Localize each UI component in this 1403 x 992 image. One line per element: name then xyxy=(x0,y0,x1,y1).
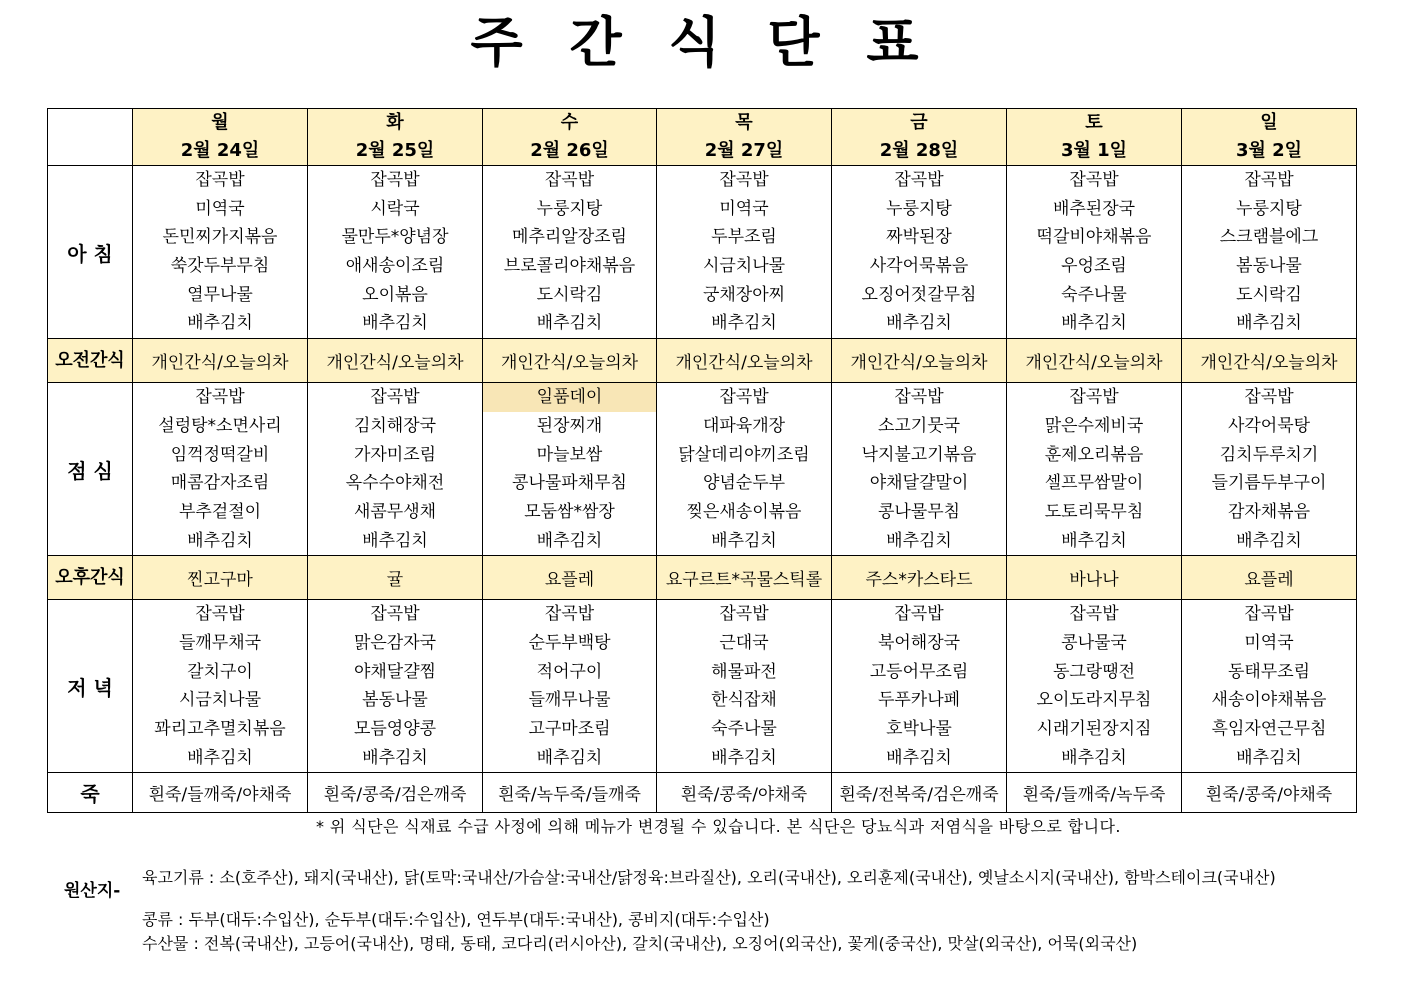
menu-item: 배추김치 xyxy=(1236,747,1302,768)
menu-item: 시금치나물 xyxy=(178,690,262,711)
menu-item: 부추겉절이 xyxy=(178,501,262,522)
page-title: 주 간 식 단 표 xyxy=(470,11,933,74)
menu-cell xyxy=(657,166,832,339)
day-of-week: 일 xyxy=(1260,112,1278,133)
menu-item: 흑임자연근무침 xyxy=(1211,719,1327,739)
menu-item: 배추김치 xyxy=(362,313,428,334)
menu-item: 배추된장국 xyxy=(1052,198,1136,219)
snack-cell: 개인간식/오늘의차 xyxy=(483,339,657,383)
day-of-week: 수 xyxy=(560,112,579,133)
snack-cell: 찐고구마 xyxy=(133,556,308,600)
lunch-row xyxy=(48,383,1357,556)
menu-item: 된장찌개 xyxy=(536,415,603,436)
day-header xyxy=(133,109,308,166)
menu-cell xyxy=(1007,383,1182,556)
menu-item: 들깨무나물 xyxy=(528,690,611,711)
menu-item: 잡곡밥 xyxy=(719,604,769,625)
menu-item: 김치두루치기 xyxy=(1219,444,1319,465)
menu-item: 한식잡채 xyxy=(711,690,777,711)
menu-item: 가자미조림 xyxy=(353,444,437,465)
menu-item: 야채달걀말이 xyxy=(869,473,969,494)
menu-item: 모둠쌈*쌈장 xyxy=(524,501,615,522)
menu-item: 잡곡밥 xyxy=(894,604,944,625)
dinner-row xyxy=(48,600,1357,773)
day-of-week: 월 xyxy=(211,112,229,133)
menu-item: 봄동나물 xyxy=(1236,256,1302,277)
menu-item: 짜박된장 xyxy=(886,227,952,248)
day-of-week: 화 xyxy=(386,112,404,133)
am-snack-row xyxy=(48,339,1357,383)
porridge-cell: 흰죽/들깨죽/녹두죽 xyxy=(1007,773,1182,813)
day-header xyxy=(483,109,657,166)
menu-item: 들기름두부구이 xyxy=(1211,473,1327,494)
day-date: 3월 2일 xyxy=(1235,140,1303,161)
menu-item: 대파육개장 xyxy=(702,415,786,436)
menu-cell xyxy=(657,383,832,556)
menu-item: 설렁탕*소면사리 xyxy=(158,415,282,436)
menu-item: 시금치나물 xyxy=(702,256,786,277)
pm-snack-row xyxy=(48,556,1357,600)
menu-item: 잡곡밥 xyxy=(544,170,595,190)
menu-item: 잡곡밥 xyxy=(370,170,420,190)
menu-item: 물만두*양념장 xyxy=(341,227,449,248)
menu-cell xyxy=(308,383,483,556)
snack-cell: 개인간식/오늘의차 xyxy=(308,339,483,383)
menu-item: 잡곡밥 xyxy=(195,170,245,190)
menu-cell xyxy=(832,383,1007,556)
menu-item: 미역국 xyxy=(1244,632,1294,653)
menu-item: 맑은감자국 xyxy=(353,632,437,653)
porridge-cell: 흰죽/콩죽/야채죽 xyxy=(657,773,832,813)
menu-item: 도시락김 xyxy=(1236,284,1302,305)
menu-item: 애새송이조림 xyxy=(345,256,445,277)
menu-item: 배추김치 xyxy=(711,313,777,334)
menu-item: 잡곡밥 xyxy=(719,387,769,408)
menu-item: 새송이야채볶음 xyxy=(1211,690,1327,711)
menu-cell xyxy=(308,600,483,773)
origin-label: 원산지- xyxy=(64,881,121,901)
day-header xyxy=(1182,109,1357,166)
menu-item: 새콤무생채 xyxy=(353,501,437,522)
menu-item: 고등어무조림 xyxy=(869,661,969,682)
menu-cell xyxy=(308,166,483,339)
menu-item: 훈제오리볶음 xyxy=(1044,444,1144,465)
snack-cell: 요구르트*곡물스틱롤 xyxy=(657,556,832,600)
weekly-menu-table xyxy=(47,108,1357,813)
day-header xyxy=(657,109,832,166)
menu-cell xyxy=(483,600,657,773)
menu-item: 잡곡밥 xyxy=(719,170,769,190)
snack-cell: 요플레 xyxy=(483,556,657,600)
menu-item: 우엉조림 xyxy=(1061,256,1127,277)
menu-item: 미역국 xyxy=(719,198,769,219)
menu-item: 숙주나물 xyxy=(711,719,777,739)
menu-item: 낙지불고기볶음 xyxy=(861,444,977,465)
menu-item: 닭살데리야끼조림 xyxy=(678,444,810,465)
menu-cell xyxy=(1182,383,1357,556)
menu-item: 일품데이 xyxy=(483,383,656,412)
menu-item: 순두부백탕 xyxy=(528,632,611,653)
menu-cell xyxy=(657,600,832,773)
menu-item: 양념순두부 xyxy=(702,473,786,494)
porridge-row xyxy=(48,773,1357,813)
snack-cell: 개인간식/오늘의차 xyxy=(657,339,832,383)
menu-item: 미역국 xyxy=(195,198,245,219)
menu-item: 배추김치 xyxy=(187,747,253,768)
menu-item: 시락국 xyxy=(370,198,420,219)
day-date: 3월 1일 xyxy=(1060,140,1128,161)
menu-item: 매콤감자조림 xyxy=(170,473,270,494)
menu-item: 잡곡밥 xyxy=(1069,387,1119,408)
menu-item: 잡곡밥 xyxy=(894,387,944,408)
meal-label: 점 심 xyxy=(48,383,133,556)
menu-item: 해물파전 xyxy=(711,661,777,682)
menu-cell xyxy=(832,600,1007,773)
menu-item: 오징어젓갈무침 xyxy=(861,284,977,305)
menu-item: 잡곡밥 xyxy=(1244,387,1294,408)
menu-item: 동태무조림 xyxy=(1227,661,1311,682)
menu-item: 배추김치 xyxy=(1061,530,1127,551)
menu-item: 두푸카나페 xyxy=(877,690,961,711)
menu-item: 사각어묵탕 xyxy=(1227,415,1311,436)
menu-item: 배추김치 xyxy=(536,747,603,768)
menu-item: 오이도라지무침 xyxy=(1036,690,1152,711)
menu-item: 임꺽정떡갈비 xyxy=(170,444,270,465)
menu-item: 도토리묵무침 xyxy=(1044,501,1144,522)
menu-item: 잡곡밥 xyxy=(195,387,245,408)
menu-item: 잡곡밥 xyxy=(894,170,944,190)
porridge-cell: 흰죽/들깨죽/야채죽 xyxy=(133,773,308,813)
menu-item: 갈치구이 xyxy=(187,661,253,682)
menu-cell xyxy=(133,600,308,773)
menu-item: 동그랑땡전 xyxy=(1052,661,1136,682)
menu-cell xyxy=(483,383,657,556)
menu-item: 고구마조림 xyxy=(528,719,611,739)
menu-item: 꽈리고추멸치볶음 xyxy=(154,719,286,739)
menu-item: 잡곡밥 xyxy=(195,604,245,625)
menu-cell xyxy=(133,383,308,556)
menu-cell xyxy=(1182,600,1357,773)
menu-item: 콩나물무침 xyxy=(877,501,961,522)
menu-item: 찢은새송이볶음 xyxy=(686,501,802,522)
menu-item: 잡곡밥 xyxy=(544,604,595,625)
menu-cell xyxy=(832,166,1007,339)
menu-item: 배추김치 xyxy=(1236,530,1302,551)
day-of-week: 금 xyxy=(910,112,928,133)
menu-item: 숙주나물 xyxy=(1061,284,1127,305)
menu-item: 떡갈비야채볶음 xyxy=(1036,227,1152,248)
menu-item: 호박나물 xyxy=(886,719,952,739)
menu-item: 배추김치 xyxy=(1236,313,1302,334)
origin-seafood: 수산물 : 전복(국내산), 고등어(국내산), 명태, 동태, 코다리(러시아산), 갈치(국내산), 오징어(외국산), 꽃게(중국산), 맛살(외국산), 어묵(외국산) xyxy=(142,934,1138,953)
day-date: 2월 26일 xyxy=(530,140,609,161)
menu-cell xyxy=(1007,600,1182,773)
menu-item: 배추김치 xyxy=(1061,747,1127,768)
menu-item: 배추김치 xyxy=(362,530,428,551)
menu-item: 사각어묵볶음 xyxy=(869,256,969,277)
menu-item: 돈민찌가지볶음 xyxy=(162,227,278,248)
menu-item: 메추리알장조림 xyxy=(512,227,627,248)
day-date: 2월 24일 xyxy=(180,140,260,161)
menu-item: 마늘보쌈 xyxy=(536,444,603,465)
menu-item: 도시락김 xyxy=(536,284,603,305)
menu-item: 열무나물 xyxy=(187,284,253,305)
snack-cell: 주스*카스타드 xyxy=(832,556,1007,600)
snack-cell: 개인간식/오늘의차 xyxy=(133,339,308,383)
porridge-cell: 흰죽/녹두죽/들깨죽 xyxy=(483,773,657,813)
menu-item: 배추김치 xyxy=(886,313,952,334)
menu-item: 잡곡밥 xyxy=(1244,170,1294,190)
day-date: 2월 27일 xyxy=(704,140,784,161)
menu-cell xyxy=(1182,166,1357,339)
porridge-cell: 흰죽/전복죽/검은깨죽 xyxy=(832,773,1007,813)
menu-item: 잡곡밥 xyxy=(1244,604,1294,625)
snack-cell: 요플레 xyxy=(1182,556,1357,600)
menu-item: 북어해장국 xyxy=(877,632,961,653)
day-date: 2월 28일 xyxy=(879,140,959,161)
menu-item: 배추김치 xyxy=(886,747,952,768)
menu-item: 잡곡밥 xyxy=(370,387,420,408)
menu-cell xyxy=(1007,166,1182,339)
menu-item: 스크램블에그 xyxy=(1219,227,1319,248)
menu-item: 김치해장국 xyxy=(353,415,437,436)
menu-change-notice: * 위 식단은 식재료 수급 사정에 의해 메뉴가 변경될 수 있습니다. 본 식단은 당뇨식과 저염식을 바탕으로 합니다. xyxy=(316,817,1121,836)
menu-item: 잡곡밥 xyxy=(370,604,420,625)
breakfast-row xyxy=(48,166,1357,339)
menu-item: 적어구이 xyxy=(536,661,603,682)
menu-cell xyxy=(483,166,657,339)
menu-item: 배추김치 xyxy=(886,530,952,551)
menu-item: 배추김치 xyxy=(711,530,777,551)
porridge-cell: 흰죽/콩죽/야채죽 xyxy=(1182,773,1357,813)
menu-item: 옥수수야채전 xyxy=(345,473,445,494)
snack-cell: 개인간식/오늘의차 xyxy=(1182,339,1357,383)
menu-item: 배추김치 xyxy=(187,313,253,334)
day-date: 2월 25일 xyxy=(355,140,435,161)
menu-item: 누룽지탕 xyxy=(1236,198,1302,219)
menu-item: 맑은수제비국 xyxy=(1044,415,1144,436)
menu-item: 배추김치 xyxy=(1061,313,1127,334)
menu-item: 배추김치 xyxy=(362,747,428,768)
menu-item: 감자채볶음 xyxy=(1227,501,1311,522)
day-header xyxy=(1007,109,1182,166)
menu-item: 오이볶음 xyxy=(362,284,428,305)
porridge-cell: 흰죽/콩죽/검은깨죽 xyxy=(308,773,483,813)
menu-item: 콩나물파채무침 xyxy=(512,473,627,494)
meal-label: 아 침 xyxy=(48,166,133,339)
menu-item: 궁채장아찌 xyxy=(702,284,786,305)
menu-item: 배추김치 xyxy=(187,530,253,551)
snack-cell: 귤 xyxy=(308,556,483,600)
menu-item: 모듬영양콩 xyxy=(353,719,437,739)
menu-item: 쑥갓두부무침 xyxy=(170,256,270,277)
menu-item: 잡곡밥 xyxy=(1069,170,1119,190)
menu-item: 봄동나물 xyxy=(362,690,428,711)
day-header xyxy=(832,109,1007,166)
menu-item: 누룽지탕 xyxy=(886,198,952,219)
menu-item: 소고기뭇국 xyxy=(877,415,961,436)
meal-label: 저 녁 xyxy=(48,600,133,773)
menu-item: 셀프무쌈말이 xyxy=(1044,473,1144,494)
menu-item: 들깨무채국 xyxy=(178,632,262,653)
menu-item: 누룽지탕 xyxy=(536,198,603,219)
menu-cell xyxy=(133,166,308,339)
day-header xyxy=(308,109,483,166)
snack-cell: 바나나 xyxy=(1007,556,1182,600)
menu-item: 배추김치 xyxy=(711,747,777,768)
porridge-label: 죽 xyxy=(48,773,133,813)
snack-cell: 개인간식/오늘의차 xyxy=(832,339,1007,383)
header-corner xyxy=(48,109,133,166)
menu-item: 잡곡밥 xyxy=(1069,604,1119,625)
day-of-week: 토 xyxy=(1085,112,1103,133)
menu-item: 야채달걀찜 xyxy=(353,661,437,682)
menu-item: 근대국 xyxy=(719,632,769,653)
header-row xyxy=(48,109,1357,166)
menu-item: 두부조림 xyxy=(711,227,777,248)
menu-item: 콩나물국 xyxy=(1061,632,1127,653)
snack-label: 오후간식 xyxy=(48,556,133,600)
menu-item: 브로콜리야채볶음 xyxy=(503,256,636,277)
origin-bean: 콩류 : 두부(대두:수입산), 순두부(대두:수입산), 연두부(대두:국내산), 콩비지(대두:수입산) xyxy=(142,910,770,929)
snack-label: 오전간식 xyxy=(48,339,133,383)
origin-meat: 육고기류 : 소(호주산), 돼지(국내산), 닭(토막:국내산/가슴살:국내산/닭정육:브라질산), 오리(국내산), 오리훈제(국내산), 옛날소시지(국내산), 함박스테이크(국내산) xyxy=(142,868,1276,887)
menu-item: 배추김치 xyxy=(536,530,603,551)
menu-item: 시래기된장지짐 xyxy=(1036,719,1152,739)
day-of-week: 목 xyxy=(735,112,753,133)
menu-item: 배추김치 xyxy=(536,313,603,334)
snack-cell: 개인간식/오늘의차 xyxy=(1007,339,1182,383)
